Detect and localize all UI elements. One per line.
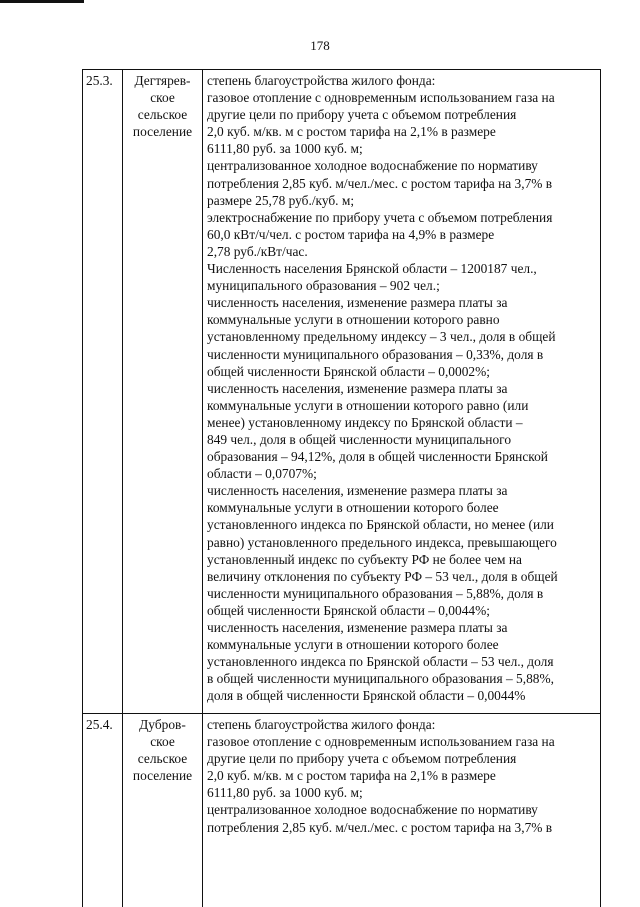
name-line: поселение bbox=[132, 124, 193, 140]
text-line: образования – 94,12%, доля в общей численности Брянской bbox=[207, 449, 548, 465]
text-line: централизованное холодное водоснабжение по нормативу bbox=[207, 802, 538, 818]
text-line: в общей численности муниципального образования – 5,88%, bbox=[207, 671, 554, 687]
text-line: доля в общей численности Брянской области – 0,0044% bbox=[207, 688, 526, 704]
text-line: численность населения, изменение размера платы за bbox=[207, 295, 508, 311]
text-line: установленный индекс по субъекту РФ не более чем на bbox=[207, 551, 522, 567]
text-line: 60,0 кВт/ч/чел. с ростом тарифа на 4,9% в размере bbox=[207, 226, 495, 242]
text-line: газовое отопление с одновременным использованием газа на bbox=[207, 734, 555, 750]
row-description bbox=[203, 714, 601, 907]
settlement-name bbox=[123, 70, 203, 713]
text-line: потребления 2,85 куб. м/чел./мес. с ростом тарифа на 3,7% в bbox=[207, 819, 553, 835]
text-line: 6111,80 руб. за 1000 куб. м; bbox=[207, 785, 363, 801]
row-description bbox=[203, 70, 601, 713]
text-line: размере 25,78 руб./куб. м; bbox=[207, 192, 355, 208]
text-line: коммунальные услуги в отношении которого более bbox=[207, 500, 499, 516]
text-line: 6111,80 руб. за 1000 куб. м; bbox=[207, 141, 363, 157]
text-line: величину отклонения по субъекту РФ – 53 чел., доля в общей bbox=[207, 568, 558, 584]
name-line: сельское bbox=[137, 751, 188, 767]
text-line: численности муниципального образования – 0,33%, доля в bbox=[207, 346, 544, 362]
table-row bbox=[83, 70, 601, 714]
text-line: установленному предельному индексу – 3 чел., доля в общей bbox=[207, 329, 556, 345]
text-line: Численность населения Брянской области – 1200187 чел., bbox=[207, 261, 537, 277]
name-line: сельское bbox=[137, 107, 188, 123]
text-line: потребления 2,85 куб. м/чел./мес. с ростом тарифа на 3,7% в bbox=[207, 175, 553, 191]
text-line: 2,78 руб./кВт/час. bbox=[207, 243, 308, 259]
text-line: общей численности Брянской области – 0,0002%; bbox=[207, 363, 490, 379]
name-line: ское bbox=[150, 734, 175, 750]
text-line: другие цели по прибору учета с объемом потребления bbox=[207, 107, 517, 123]
settlement-name bbox=[123, 714, 203, 907]
name-line: ское bbox=[150, 90, 175, 106]
top-rule bbox=[0, 0, 84, 3]
text-line: другие цели по прибору учета с объемом потребления bbox=[207, 751, 517, 767]
table-row bbox=[83, 714, 601, 907]
text-line: централизованное холодное водоснабжение по нормативу bbox=[207, 158, 538, 174]
text-line: численность населения, изменение размера платы за bbox=[207, 380, 508, 396]
row-number: 25.4. bbox=[83, 714, 123, 907]
text-line: установленного индекса по Брянской области, но менее (или bbox=[207, 517, 554, 533]
text-line: установленного индекса по Брянской области – 53 чел., доля bbox=[207, 654, 554, 670]
text-line: 849 чел., доля в общей численности муниципального bbox=[207, 431, 512, 447]
text-line: коммунальные услуги в отношении которого более bbox=[207, 637, 499, 653]
text-line: муниципального образования – 902 чел.; bbox=[207, 278, 440, 294]
document-table bbox=[82, 69, 601, 907]
text-line: степень благоустройства жилого фонда: bbox=[207, 717, 436, 732]
text-line: численность населения, изменение размера платы за bbox=[207, 483, 508, 499]
row-number: 25.3. bbox=[83, 70, 123, 713]
text-line: коммунальные услуги в отношении которого равно bbox=[207, 312, 500, 328]
text-line: 2,0 куб. м/кв. м с ростом тарифа на 2,1% в размере bbox=[207, 124, 496, 140]
text-line: численность населения, изменение размера платы за bbox=[207, 620, 508, 635]
name-line: Дубров- bbox=[139, 717, 186, 732]
text-line: области – 0,0707%; bbox=[207, 466, 317, 482]
text-line: газовое отопление с одновременным использованием газа на bbox=[207, 90, 555, 106]
text-line: численности муниципального образования – 5,88%, доля в bbox=[207, 585, 544, 601]
name-line: поселение bbox=[132, 768, 193, 784]
text-line: 2,0 куб. м/кв. м с ростом тарифа на 2,1% в размере bbox=[207, 768, 496, 784]
name-line: Дегтярев- bbox=[134, 73, 191, 88]
text-line: менее) установленному индексу по Брянской области – bbox=[207, 414, 523, 430]
text-line: степень благоустройства жилого фонда: bbox=[207, 73, 436, 88]
text-line: электроснабжение по прибору учета с объемом потребления bbox=[207, 209, 553, 225]
text-line: коммунальные услуги в отношении которого равно (или bbox=[207, 397, 529, 413]
page-number: 178 bbox=[310, 38, 330, 53]
text-line: общей численности Брянской области – 0,0044%; bbox=[207, 602, 490, 618]
text-line: равно) установленного предельного индекса, превышающего bbox=[207, 534, 557, 550]
